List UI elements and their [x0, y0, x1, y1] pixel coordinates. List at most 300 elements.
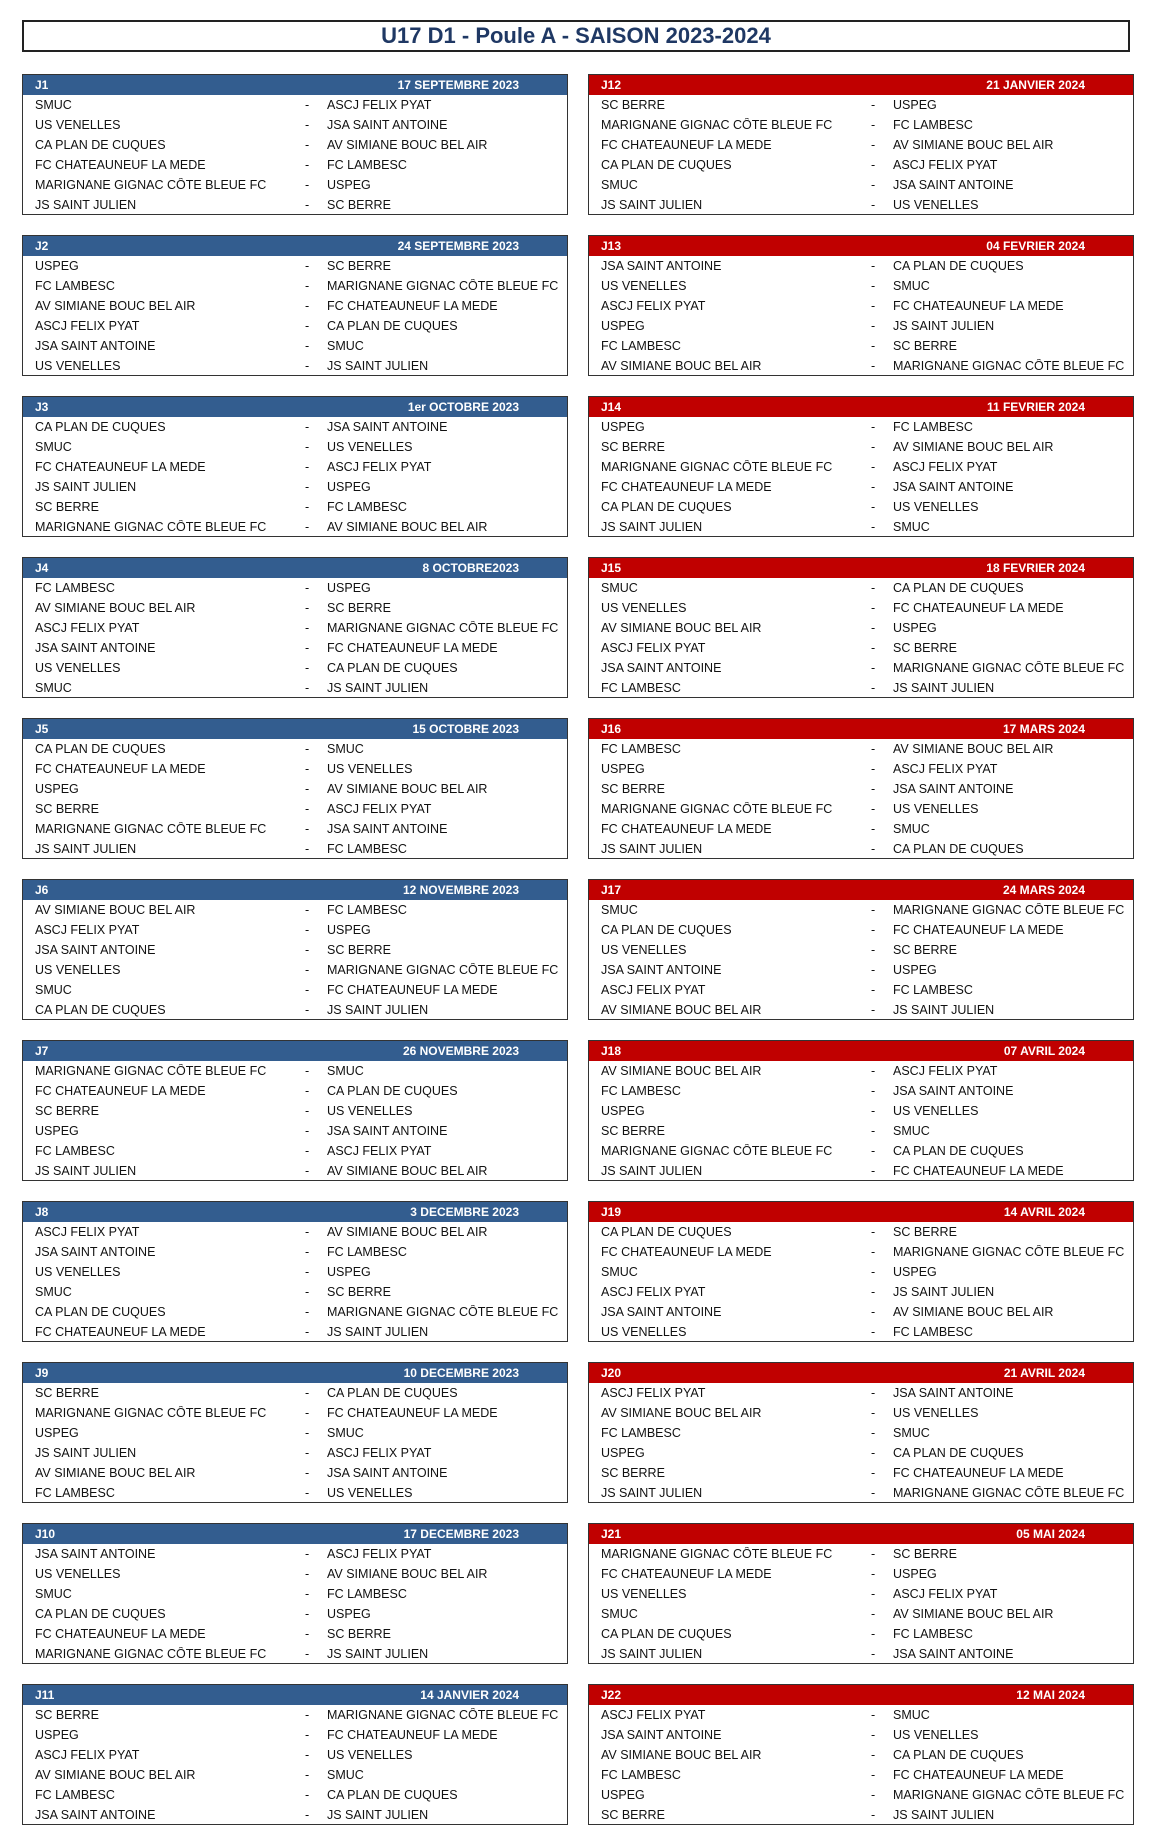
match-separator: -: [871, 842, 876, 856]
match-separator: -: [871, 601, 876, 615]
away-team: FC LAMBESC: [327, 158, 407, 172]
match-row: [589, 1302, 1133, 1322]
round-date: 17 MARS 2024: [1002, 722, 1085, 736]
match-row: [589, 1222, 1133, 1242]
away-team: AV SIMIANE BOUC BEL AIR: [327, 520, 488, 534]
match-row: [589, 356, 1133, 376]
match-row: [23, 336, 567, 356]
away-team: SMUC: [893, 822, 930, 836]
home-team: FC LAMBESC: [35, 1788, 115, 1802]
match-row: [589, 799, 1133, 819]
away-team: ASCJ FELIX PYAT: [327, 1547, 432, 1561]
match-separator: -: [305, 1728, 310, 1742]
match-row: [589, 457, 1133, 477]
away-team: JS SAINT JULIEN: [327, 359, 429, 373]
home-team: AV SIMIANE BOUC BEL AIR: [601, 1064, 762, 1078]
match-separator: -: [871, 319, 876, 333]
match-separator: -: [871, 1164, 876, 1178]
home-team: FC CHATEAUNEUF LA MEDE: [601, 138, 772, 152]
home-team: FC CHATEAUNEUF LA MEDE: [601, 1245, 772, 1259]
match-separator: -: [871, 1386, 876, 1400]
match-row: [23, 256, 567, 276]
match-separator: -: [305, 1587, 310, 1601]
match-row: [589, 940, 1133, 960]
home-team: US VENELLES: [35, 359, 121, 373]
match-row: [589, 115, 1133, 135]
away-team: US VENELLES: [327, 1104, 413, 1118]
away-team: SC BERRE: [893, 1547, 957, 1561]
away-team: JS SAINT JULIEN: [893, 1003, 995, 1017]
home-team: FC LAMBESC: [35, 279, 115, 293]
away-team: FC CHATEAUNEUF LA MEDE: [327, 299, 498, 313]
home-team: ASCJ FELIX PYAT: [35, 621, 140, 635]
home-team: AV SIMIANE BOUC BEL AIR: [601, 621, 762, 635]
match-separator: -: [305, 923, 310, 937]
round-header: [23, 880, 567, 900]
away-team: MARIGNANE GIGNAC CÔTE BLEUE FC: [893, 359, 1125, 373]
match-separator: -: [305, 1144, 310, 1158]
round-header: [23, 558, 567, 578]
round-header: [23, 719, 567, 739]
home-team: USPEG: [35, 1124, 79, 1138]
match-separator: -: [305, 1325, 310, 1339]
match-row: [23, 1564, 567, 1584]
round-date: 1er OCTOBRE 2023: [407, 400, 519, 414]
match-row: [23, 638, 567, 658]
away-team: AV SIMIANE BOUC BEL AIR: [893, 138, 1054, 152]
away-team: MARIGNANE GIGNAC CÔTE BLEUE FC: [893, 903, 1125, 917]
match-separator: -: [305, 1305, 310, 1319]
away-team: ASCJ FELIX PYAT: [327, 1144, 432, 1158]
home-team: US VENELLES: [601, 943, 687, 957]
match-row: [23, 960, 567, 980]
away-team: JSA SAINT ANTOINE: [893, 480, 1014, 494]
match-row: [589, 417, 1133, 437]
away-team: JS SAINT JULIEN: [893, 1285, 995, 1299]
round-label: J19: [601, 1205, 622, 1219]
round-date: 18 FEVRIER 2024: [986, 561, 1085, 575]
round-block-j8: [22, 1201, 568, 1342]
home-team: ASCJ FELIX PYAT: [601, 1708, 706, 1722]
away-team: FC LAMBESC: [893, 1325, 973, 1339]
home-team: FC LAMBESC: [35, 1486, 115, 1500]
away-team: JSA SAINT ANTOINE: [327, 822, 448, 836]
round-date: 17 DECEMBRE 2023: [403, 1527, 519, 1541]
away-team: CA PLAN DE CUQUES: [327, 1386, 458, 1400]
match-row: [23, 920, 567, 940]
match-row: [589, 195, 1133, 215]
round-block-j5: [22, 718, 568, 859]
round-block-j11: [22, 1684, 568, 1825]
match-separator: -: [305, 1104, 310, 1118]
match-row: [23, 95, 567, 115]
match-separator: -: [871, 641, 876, 655]
away-team: FC LAMBESC: [327, 500, 407, 514]
home-team: JSA SAINT ANTOINE: [601, 661, 722, 675]
match-separator: -: [305, 520, 310, 534]
match-row: [23, 578, 567, 598]
match-row: [23, 1624, 567, 1644]
away-team: SMUC: [893, 1124, 930, 1138]
away-team: CA PLAN DE CUQUES: [327, 1788, 458, 1802]
match-row: [23, 1242, 567, 1262]
home-team: ASCJ FELIX PYAT: [601, 299, 706, 313]
round-block-j1: [22, 74, 568, 215]
home-team: SMUC: [601, 1607, 638, 1621]
match-separator: -: [871, 299, 876, 313]
home-team: AV SIMIANE BOUC BEL AIR: [601, 1748, 762, 1762]
home-team: CA PLAN DE CUQUES: [35, 1003, 166, 1017]
match-separator: -: [871, 339, 876, 353]
round-block-j10: [22, 1523, 568, 1664]
match-row: [589, 1161, 1133, 1181]
home-team: US VENELLES: [601, 279, 687, 293]
round-label: J1: [35, 78, 49, 92]
round-date: 12 NOVEMBRE 2023: [402, 883, 519, 897]
match-row: [23, 1463, 567, 1483]
away-team: USPEG: [327, 480, 371, 494]
match-row: [589, 779, 1133, 799]
match-row: [589, 1121, 1133, 1141]
match-row: [23, 799, 567, 819]
round-label: J4: [35, 561, 49, 575]
away-team: FC LAMBESC: [327, 842, 407, 856]
away-team: SC BERRE: [893, 1225, 957, 1239]
round-block-j13: [588, 235, 1134, 376]
home-team: JSA SAINT ANTOINE: [35, 1245, 156, 1259]
round-block-j16: [588, 718, 1134, 859]
match-row: [23, 517, 567, 537]
match-row: [23, 1644, 567, 1664]
match-separator: -: [871, 420, 876, 434]
away-team: ASCJ FELIX PYAT: [893, 158, 998, 172]
match-row: [589, 1483, 1133, 1503]
home-team: MARIGNANE GIGNAC CÔTE BLEUE FC: [601, 460, 833, 474]
match-separator: -: [871, 1567, 876, 1581]
home-team: JS SAINT JULIEN: [601, 1486, 703, 1500]
match-row: [589, 336, 1133, 356]
away-team: USPEG: [327, 178, 371, 192]
home-team: USPEG: [35, 259, 79, 273]
match-row: [589, 1242, 1133, 1262]
match-separator: -: [871, 1587, 876, 1601]
home-team: FC CHATEAUNEUF LA MEDE: [601, 480, 772, 494]
away-team: JS SAINT JULIEN: [327, 1808, 429, 1822]
round-date: 26 NOVEMBRE 2023: [402, 1044, 519, 1058]
away-team: USPEG: [893, 621, 937, 635]
round-label: J17: [601, 883, 622, 897]
home-team: US VENELLES: [601, 1587, 687, 1601]
away-team: JSA SAINT ANTOINE: [893, 1386, 1014, 1400]
match-row: [23, 1403, 567, 1423]
home-team: AV SIMIANE BOUC BEL AIR: [35, 903, 196, 917]
home-team: JSA SAINT ANTOINE: [35, 1808, 156, 1822]
match-separator: -: [305, 299, 310, 313]
away-team: AV SIMIANE BOUC BEL AIR: [327, 1567, 488, 1581]
match-row: [589, 1584, 1133, 1604]
match-separator: -: [305, 601, 310, 615]
away-team: FC LAMBESC: [327, 1245, 407, 1259]
match-row: [23, 1604, 567, 1624]
round-header: [589, 1041, 1133, 1061]
away-team: CA PLAN DE CUQUES: [327, 319, 458, 333]
match-separator: -: [305, 480, 310, 494]
away-team: FC CHATEAUNEUF LA MEDE: [327, 1728, 498, 1742]
match-row: [589, 1403, 1133, 1423]
match-row: [589, 1141, 1133, 1161]
away-team: USPEG: [893, 1265, 937, 1279]
match-separator: -: [305, 1607, 310, 1621]
round-date: 15 OCTOBRE 2023: [412, 722, 519, 736]
match-row: [589, 1624, 1133, 1644]
away-team: FC CHATEAUNEUF LA MEDE: [893, 1164, 1064, 1178]
round-date: 17 SEPTEMBRE 2023: [397, 78, 519, 92]
home-team: FC LAMBESC: [601, 1084, 681, 1098]
round-header: [23, 1685, 567, 1705]
match-separator: -: [305, 1708, 310, 1722]
match-separator: -: [871, 138, 876, 152]
home-team: SMUC: [35, 1587, 72, 1601]
match-row: [23, 1544, 567, 1564]
round-header: [23, 1363, 567, 1383]
away-team: SC BERRE: [327, 259, 391, 273]
away-team: FC CHATEAUNEUF LA MEDE: [893, 601, 1064, 615]
home-team: FC CHATEAUNEUF LA MEDE: [35, 1084, 206, 1098]
match-row: [589, 1423, 1133, 1443]
away-team: AV SIMIANE BOUC BEL AIR: [893, 440, 1054, 454]
home-team: FC LAMBESC: [601, 1768, 681, 1782]
match-separator: -: [305, 440, 310, 454]
round-label: J6: [35, 883, 49, 897]
match-separator: -: [305, 1285, 310, 1299]
match-separator: -: [871, 1728, 876, 1742]
away-team: AV SIMIANE BOUC BEL AIR: [327, 1164, 488, 1178]
match-separator: -: [305, 762, 310, 776]
round-block-j19: [588, 1201, 1134, 1342]
away-team: MARIGNANE GIGNAC CÔTE BLEUE FC: [327, 279, 559, 293]
home-team: JSA SAINT ANTOINE: [35, 339, 156, 353]
home-team: SC BERRE: [35, 1386, 99, 1400]
match-separator: -: [871, 98, 876, 112]
away-team: AV SIMIANE BOUC BEL AIR: [327, 1225, 488, 1239]
home-team: JS SAINT JULIEN: [601, 198, 703, 212]
match-separator: -: [305, 158, 310, 172]
home-team: CA PLAN DE CUQUES: [601, 500, 732, 514]
home-team: JS SAINT JULIEN: [35, 1164, 137, 1178]
round-block-j18: [588, 1040, 1134, 1181]
away-team: MARIGNANE GIGNAC CÔTE BLEUE FC: [327, 963, 559, 977]
home-team: FC CHATEAUNEUF LA MEDE: [35, 1627, 206, 1641]
match-row: [23, 940, 567, 960]
home-team: ASCJ FELIX PYAT: [35, 319, 140, 333]
away-team: SMUC: [327, 339, 364, 353]
away-team: SMUC: [893, 1426, 930, 1440]
home-team: FC CHATEAUNEUF LA MEDE: [35, 1325, 206, 1339]
match-row: [23, 497, 567, 517]
round-date: 11 FEVRIER 2024: [986, 400, 1085, 414]
home-team: MARIGNANE GIGNAC CÔTE BLEUE FC: [601, 1547, 833, 1561]
match-separator: -: [871, 259, 876, 273]
match-separator: -: [871, 1305, 876, 1319]
match-row: [23, 739, 567, 759]
round-label: J13: [601, 239, 622, 253]
home-team: SMUC: [35, 983, 72, 997]
match-row: [23, 1725, 567, 1745]
home-team: FC CHATEAUNEUF LA MEDE: [35, 460, 206, 474]
home-team: SMUC: [35, 440, 72, 454]
round-label: J7: [35, 1044, 49, 1058]
match-separator: -: [871, 1144, 876, 1158]
home-team: USPEG: [601, 1104, 645, 1118]
away-team: USPEG: [327, 1265, 371, 1279]
match-separator: -: [305, 1446, 310, 1460]
match-separator: -: [871, 500, 876, 514]
match-row: [589, 1705, 1133, 1725]
match-row: [23, 839, 567, 859]
away-team: SC BERRE: [893, 943, 957, 957]
away-team: CA PLAN DE CUQUES: [893, 1748, 1024, 1762]
home-team: JS SAINT JULIEN: [35, 480, 137, 494]
home-team: SMUC: [35, 1285, 72, 1299]
away-team: JS SAINT JULIEN: [327, 1325, 429, 1339]
round-label: J5: [35, 722, 49, 736]
round-date: 24 MARS 2024: [1002, 883, 1085, 897]
match-row: [23, 1000, 567, 1020]
round-date: 8 OCTOBRE2023: [422, 561, 519, 575]
away-team: US VENELLES: [893, 198, 979, 212]
home-team: USPEG: [601, 420, 645, 434]
match-row: [589, 658, 1133, 678]
away-team: SMUC: [327, 1768, 364, 1782]
round-label: J10: [35, 1527, 56, 1541]
match-separator: -: [305, 1386, 310, 1400]
match-row: [589, 1000, 1133, 1020]
match-row: [589, 276, 1133, 296]
home-team: JSA SAINT ANTOINE: [601, 259, 722, 273]
match-separator: -: [305, 1567, 310, 1581]
match-separator: -: [871, 581, 876, 595]
match-separator: -: [305, 319, 310, 333]
match-separator: -: [305, 742, 310, 756]
home-team: FC LAMBESC: [35, 581, 115, 595]
match-separator: -: [871, 1768, 876, 1782]
match-separator: -: [305, 259, 310, 273]
match-row: [589, 638, 1133, 658]
away-team: FC CHATEAUNEUF LA MEDE: [327, 983, 498, 997]
home-team: SC BERRE: [35, 1708, 99, 1722]
home-team: FC CHATEAUNEUF LA MEDE: [601, 1567, 772, 1581]
match-row: [589, 1061, 1133, 1081]
away-team: CA PLAN DE CUQUES: [893, 1446, 1024, 1460]
match-separator: -: [871, 1084, 876, 1098]
match-row: [23, 1262, 567, 1282]
match-separator: -: [871, 1406, 876, 1420]
match-separator: -: [871, 903, 876, 917]
round-label: J11: [35, 1688, 55, 1702]
match-row: [589, 437, 1133, 457]
home-team: MARIGNANE GIGNAC CÔTE BLEUE FC: [35, 520, 267, 534]
match-separator: -: [305, 621, 310, 635]
home-team: JSA SAINT ANTOINE: [35, 1547, 156, 1561]
home-team: US VENELLES: [601, 1325, 687, 1339]
round-header: [589, 880, 1133, 900]
home-team: SC BERRE: [601, 1808, 665, 1822]
home-team: CA PLAN DE CUQUES: [35, 1305, 166, 1319]
match-row: [589, 839, 1133, 859]
round-label: J21: [601, 1527, 622, 1541]
away-team: USPEG: [327, 581, 371, 595]
match-row: [589, 1765, 1133, 1785]
match-row: [589, 1101, 1133, 1121]
home-team: FC CHATEAUNEUF LA MEDE: [601, 822, 772, 836]
match-separator: -: [305, 1406, 310, 1420]
home-team: AV SIMIANE BOUC BEL AIR: [35, 601, 196, 615]
home-team: CA PLAN DE CUQUES: [35, 1607, 166, 1621]
away-team: SC BERRE: [893, 641, 957, 655]
home-team: US VENELLES: [35, 1567, 121, 1581]
match-row: [589, 1544, 1133, 1564]
home-team: FC LAMBESC: [35, 1144, 115, 1158]
round-header: [589, 1363, 1133, 1383]
round-label: J18: [601, 1044, 622, 1058]
home-team: AV SIMIANE BOUC BEL AIR: [601, 1406, 762, 1420]
match-separator: -: [871, 1808, 876, 1822]
round-block-j6: [22, 879, 568, 1020]
match-separator: -: [305, 1627, 310, 1641]
away-team: AV SIMIANE BOUC BEL AIR: [893, 1305, 1054, 1319]
away-team: ASCJ FELIX PYAT: [893, 460, 998, 474]
match-row: [589, 1745, 1133, 1765]
round-block-j22: [588, 1684, 1134, 1825]
home-team: CA PLAN DE CUQUES: [35, 138, 166, 152]
match-row: [23, 135, 567, 155]
home-team: JS SAINT JULIEN: [601, 1164, 703, 1178]
match-row: [589, 1322, 1133, 1342]
away-team: USPEG: [893, 963, 937, 977]
match-row: [23, 598, 567, 618]
away-team: FC LAMBESC: [327, 903, 407, 917]
match-row: [23, 1423, 567, 1443]
match-separator: -: [305, 1547, 310, 1561]
match-separator: -: [871, 460, 876, 474]
match-separator: -: [305, 842, 310, 856]
match-separator: -: [305, 1064, 310, 1078]
match-separator: -: [305, 1245, 310, 1259]
match-separator: -: [871, 1547, 876, 1561]
away-team: JS SAINT JULIEN: [327, 681, 429, 695]
match-separator: -: [871, 440, 876, 454]
match-row: [23, 1765, 567, 1785]
away-team: US VENELLES: [327, 440, 413, 454]
round-block-j14: [588, 396, 1134, 537]
match-separator: -: [305, 802, 310, 816]
away-team: US VENELLES: [893, 500, 979, 514]
match-row: [589, 960, 1133, 980]
away-team: CA PLAN DE CUQUES: [893, 259, 1024, 273]
away-team: FC LAMBESC: [893, 1627, 973, 1641]
away-team: US VENELLES: [327, 1748, 413, 1762]
round-block-j20: [588, 1362, 1134, 1503]
away-team: JSA SAINT ANTOINE: [327, 420, 448, 434]
round-label: J8: [35, 1205, 49, 1219]
round-date: 14 JANVIER 2024: [420, 1688, 519, 1702]
match-separator: -: [871, 1064, 876, 1078]
away-team: JSA SAINT ANTOINE: [893, 782, 1014, 796]
match-row: [23, 155, 567, 175]
match-row: [23, 1785, 567, 1805]
away-team: US VENELLES: [893, 802, 979, 816]
away-team: MARIGNANE GIGNAC CÔTE BLEUE FC: [327, 621, 559, 635]
